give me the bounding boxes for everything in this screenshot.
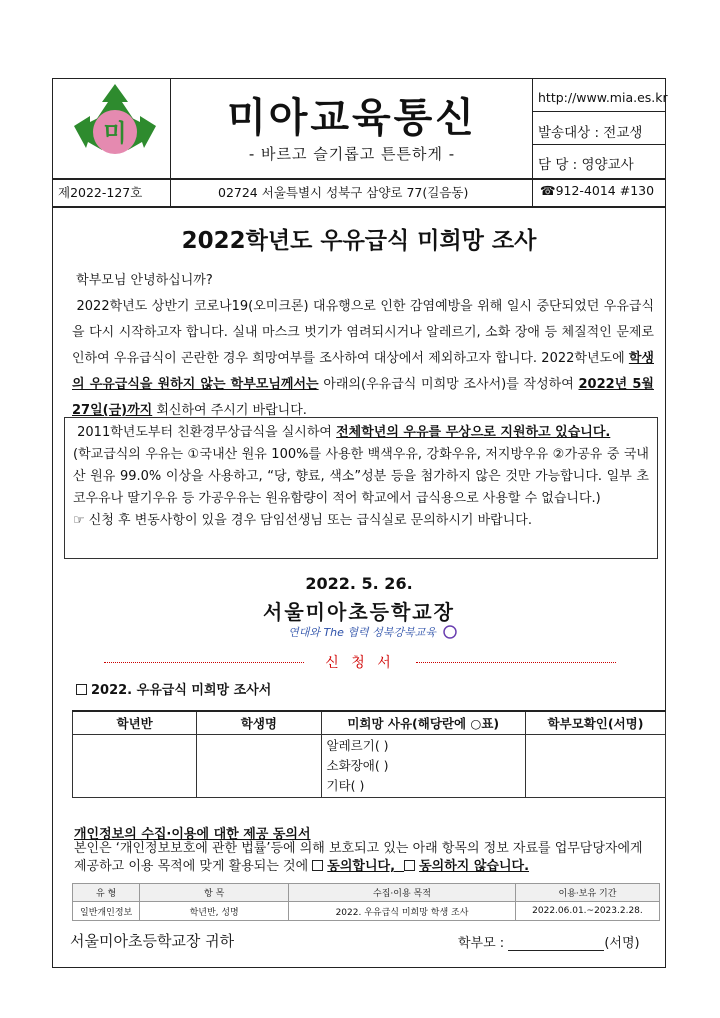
disagree-label: 동의하지 않습니다. xyxy=(419,859,530,874)
col-sign: 학부모확인(서명) xyxy=(525,711,665,735)
notice-text-1: 2011학년도부터 친환경무상급식을 실시하여 xyxy=(77,425,337,440)
parent-signature xyxy=(458,932,640,951)
issue-number: 제2022-127호 xyxy=(58,185,143,200)
header-bottom-line xyxy=(52,206,666,208)
class-input[interactable] xyxy=(73,735,197,798)
info-col-purpose: 수집·이용 목적 xyxy=(289,884,516,902)
info-purpose: 2022. 우유급식 미희망 학생 조사 xyxy=(289,902,516,921)
agree-checkbox[interactable] xyxy=(312,860,323,871)
body-text-1: 2022학년도 상반기 코로나19(오미크론) 대유행으로 인한 감염예방을 위해 일시 중단되었던 우유급식을 다시 시작하고자 합니다. 실내 마스크 벗기가 염려되시거나 알레르기, 소화 장애 등 체질적인 문제로 인하여 우유급식이 곤란한 경우 희망여부를 조사하여 대상에서 제외하고자 합니다. 2022학년도에 xyxy=(72,299,654,366)
body-paragraph xyxy=(72,294,654,424)
consent-title: 개인정보의 수집·이용에 대한 제공 동의서 xyxy=(74,827,311,842)
parent-label: 학부모 : xyxy=(458,936,505,951)
notice-emphasis: 전체학년의 우유를 무상으로 지원하고 있습니다. xyxy=(336,425,611,440)
signature-field[interactable] xyxy=(508,938,604,951)
newsletter-title: 미아교육통신 xyxy=(227,95,477,141)
header-vline-left xyxy=(170,78,171,206)
header-vline-right xyxy=(532,78,533,206)
reason-options[interactable] xyxy=(321,735,525,798)
school-url[interactable]: http://www.mia.es.kr xyxy=(538,90,668,105)
manager-label: 담 당 : 영양교사 xyxy=(538,157,634,173)
apply-dotline-right xyxy=(416,662,616,663)
audience-label: 발송대상 : 전교생 xyxy=(538,125,643,141)
greeting-text: 학부모님 안녕하십니까? xyxy=(76,273,213,288)
consent-text xyxy=(74,840,656,876)
agree-label: 동의합니다, xyxy=(327,859,396,874)
survey-title xyxy=(76,679,271,698)
body-emphasis: 학생의 우유급식을 원하지 않는 학부모님께서는 xyxy=(72,351,654,392)
body-deadline: 2022년 5월 27일(금)까지 xyxy=(72,377,654,418)
survey-title-text: 2022. 우유급식 미희망 조사서 xyxy=(91,683,272,698)
info-item: 학년반, 성명 xyxy=(140,902,289,921)
disagree-checkbox[interactable] xyxy=(404,860,415,871)
consent-body: 본인은 ‘개인정보보호에 관한 법률’등에 의해 보호되고 있는 아래 항목의 정보 자료를 업무담당자에게 제공하고 이용 목적에 맞게 활용되는 것에 xyxy=(74,841,643,874)
info-col-period: 이용·보유 기간 xyxy=(515,884,659,902)
document-title: 2022학년도 우유급식 미희망 조사 xyxy=(181,228,537,254)
school-phone: ☎912-4014 #130 xyxy=(540,183,655,198)
body-text-3: 회신하여 주시기 바랍니다. xyxy=(152,403,307,418)
header-divider xyxy=(52,178,666,180)
parent-sign-input[interactable] xyxy=(525,735,665,798)
info-period: 2022.06.01.~2023.2.28. xyxy=(515,902,659,921)
notice-text-2: (학교급식의 우유는 ①국내산 원유 100%를 사용한 백색우유, 강화우유, 저지방우유 ②가공유 중 국내산 원유 99.0% 이상을 사용하고, “당, 향료, 색소”성분 등을 첨가하지 않은 것만 가능합니다. 일부 초코우유나 딸기우유 등 가공우유는 원유함량이 적어 학교에서 급식용으로 사용할 수 없습니다.) xyxy=(73,447,649,506)
col-class: 학년반 xyxy=(73,711,197,735)
newsletter-subtitle: - 바르고 슬기롭고 튼튼하게 - xyxy=(248,145,456,163)
option-allergy[interactable]: 알레르기( ) xyxy=(326,738,389,753)
option-other[interactable]: 기타( ) xyxy=(326,778,365,793)
greeting xyxy=(72,268,654,294)
header-rline-2 xyxy=(532,144,666,145)
notice-box xyxy=(64,417,658,559)
header-rline-1 xyxy=(532,111,666,112)
addressee: 서울미아초등학교장 귀하 xyxy=(70,932,235,950)
privacy-info-table xyxy=(72,883,660,921)
apply-form-label: 신 청 서 xyxy=(325,655,395,671)
sign-label: (서명) xyxy=(604,936,640,951)
col-reason: 미희망 사유(해당란에 ○표) xyxy=(321,711,525,735)
notice-text-3: ☞ 신청 후 변동사항이 있을 경우 담임선생님 또는 급식실로 문의하시기 바랍니다. xyxy=(73,513,532,528)
option-digestion[interactable]: 소화장애( ) xyxy=(326,758,389,773)
info-col-type: 유 형 xyxy=(73,884,140,902)
apply-dotline-left xyxy=(104,662,304,663)
survey-table xyxy=(72,710,666,798)
info-col-item: 항 목 xyxy=(140,884,289,902)
body-text-2: 아래의(우유급식 미희망 조사서)를 작성하여 xyxy=(318,377,579,392)
school-logo-icon xyxy=(60,80,170,176)
logo-letter: 미 xyxy=(103,119,127,147)
info-type: 일반개인정보 xyxy=(73,902,140,921)
survey-checkbox-icon xyxy=(76,684,87,695)
school-principal: 서울미아초등학교장 xyxy=(263,600,455,624)
issue-date: 2022. 5. 26. xyxy=(305,574,413,593)
slogan-logo-icon xyxy=(264,620,460,644)
slogan-text: 연대와 The 협력 성북강북교육 xyxy=(288,626,436,639)
student-name-input[interactable] xyxy=(197,735,321,798)
col-student: 학생명 xyxy=(197,711,321,735)
school-address: 02724 서울특별시 성북구 삼양로 77(길음동) xyxy=(218,185,469,200)
